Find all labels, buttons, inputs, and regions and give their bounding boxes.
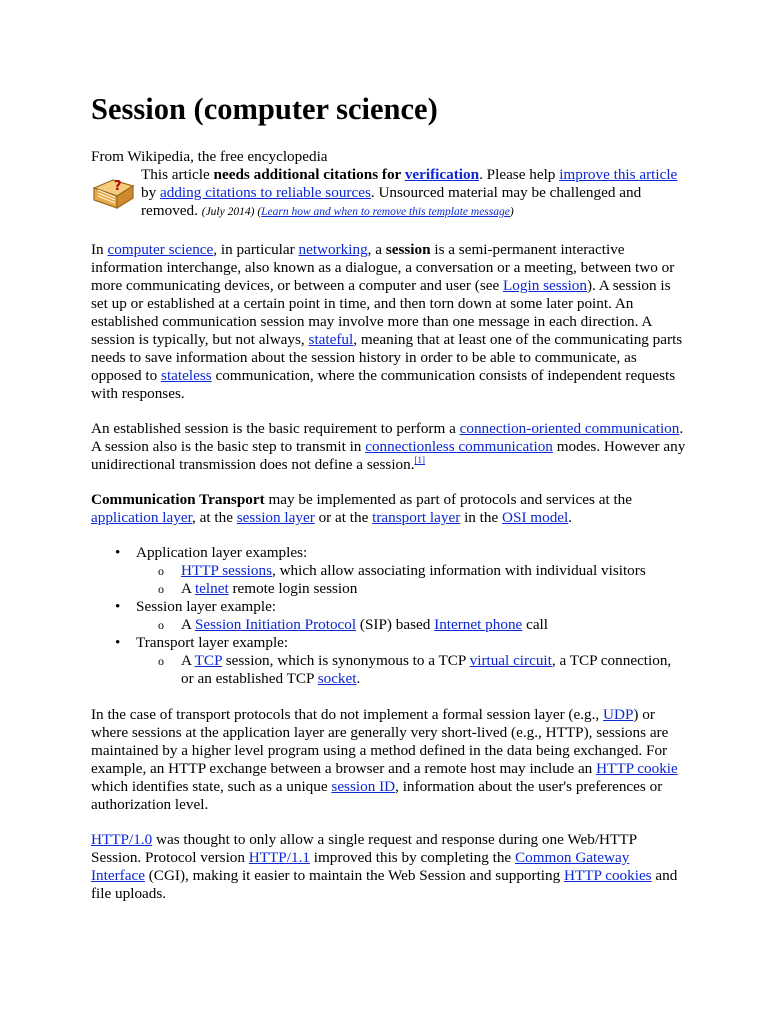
http-versions-paragraph: HTTP/1.0 was thought to only allow a single request and response during one Web/HTTP Session. Protocol version HTTP/1.1 improved this by completing the Common Gateway Interface (CGI), making it easier to maintain the Web Session and supporting HTTP cookies and file uploads. [91, 831, 678, 902]
virtual-circuit-link[interactable]: virtual circuit [469, 652, 552, 669]
transport-layer-link[interactable]: transport layer [372, 509, 461, 526]
list-item: o A TCP session, which is synonymous to a TCP virtual circuit, a TCP connection, or an established TCP socket. [136, 652, 686, 688]
list-item: • Application layer examples: o HTTP sessions, which allow associating information with individual visitors o A telnet remote login session [91, 544, 686, 598]
cgi-link[interactable]: Common Gateway Interface [91, 849, 630, 884]
computer-science-link[interactable]: computer science [107, 241, 214, 258]
stateful-link[interactable]: stateful [308, 331, 354, 348]
internet-phone-link[interactable]: Internet phone [434, 616, 523, 633]
http-1-1-link[interactable]: HTTP/1.1 [248, 849, 310, 866]
verification-link[interactable]: verification [404, 166, 480, 183]
list-item: • Session layer example: o A Session Initiation Protocol (SIP) based Internet phone call [91, 598, 686, 634]
sublist [136, 616, 686, 634]
telnet-link[interactable]: telnet [194, 580, 229, 597]
tcp-link[interactable]: TCP [194, 652, 222, 669]
book-question-icon [91, 172, 137, 214]
adding-citations-link[interactable]: adding citations to reliable sources [159, 184, 371, 201]
application-layer-link[interactable]: application layer [91, 509, 193, 526]
connection-oriented-link[interactable]: connection-oriented communication [459, 420, 680, 437]
connectionless-link[interactable]: connectionless communication [365, 438, 553, 455]
session-id-link[interactable]: session ID [331, 778, 396, 795]
notice-date: (July 2014) [201, 206, 255, 218]
notice-text: This article needs additional citations for verification. Please help improve this article by adding citations to reliable sources. Unsourced material may be challenged and removed. (July 2014) (Learn how and when to remove this template message) [141, 166, 678, 219]
page-title: Session (computer science) [91, 92, 438, 126]
sublist [136, 562, 686, 598]
networking-link[interactable]: networking [298, 241, 368, 258]
citation-notice [91, 166, 691, 226]
stateless-link[interactable]: stateless [161, 367, 212, 384]
improve-article-link[interactable]: improve this article [559, 166, 678, 183]
transport-paragraph: Communication Transport may be implemented as part of protocols and services at the application layer, at the session layer or at the transport layer in the OSI model. [91, 491, 633, 526]
list-item: • Transport layer example: o A TCP session, which is synonymous to a TCP virtual circuit, a TCP connection, or an established TCP socket. [91, 634, 686, 688]
requirement-paragraph: An established session is the basic requirement to perform a connection-oriented communication. A session also is the basic step to transmit in connectionless communication modes. However any unidirectional transmission does not define a session.[1] [91, 420, 686, 473]
http-cookies-link[interactable]: HTTP cookies [564, 867, 652, 884]
udp-link[interactable]: UDP [603, 706, 634, 723]
socket-link[interactable]: socket [317, 670, 357, 687]
list-item: o HTTP sessions, which allow associating information with individual visitors [136, 562, 686, 580]
http-1-0-link[interactable]: HTTP/1.0 [91, 831, 153, 848]
page-subtitle: From Wikipedia, the free encyclopedia [91, 148, 328, 165]
svg-text:?: ? [114, 179, 122, 194]
sip-link[interactable]: Session Initiation Protocol [194, 616, 357, 633]
osi-model-link[interactable]: OSI model [502, 509, 569, 526]
http-sessions-link[interactable]: HTTP sessions [181, 562, 272, 579]
layer-examples-list [91, 544, 686, 688]
reference-1-link[interactable]: [1] [414, 455, 426, 465]
list-item: o A Session Initiation Protocol (SIP) based Internet phone call [136, 616, 686, 634]
login-session-link[interactable]: Login session [503, 277, 587, 294]
http-cookie-link[interactable]: HTTP cookie [596, 760, 678, 777]
transport-protocols-paragraph: In the case of transport protocols that do not implement a formal session layer (e.g., UDP) or where sessions at the application layer are generally very short-lived (e.g., HTTP), sessions are maintained by a higher level program using a method defined in the data being exchanged. For example, an HTTP exchange between a browser and a remote host may include an HTTP cookie which identifies state, such as a unique session ID, information about the user's preferences or authorization level. [91, 706, 678, 813]
list-item: o A telnet remote login session [136, 580, 686, 598]
sublist [136, 652, 686, 688]
session-layer-link[interactable]: session layer [236, 509, 315, 526]
intro-paragraph: In computer science, in particular networking, a session is a semi-permanent interactive information interchange, also known as a dialogue, a conversation or a meeting, between two or more communicating devices, or between a computer and user (see Login session). A session is set up or established at a certain point in time, and then torn down at some later point. An established communication session may involve more than one message in each direction. A session is typically, but not always, stateful, meaning that at least one of the communicating parts needs to save information about the session history in order to be able to communicate, as opposed to stateless communication, where the communication consists of independent requests with responses. [91, 241, 683, 402]
learn-remove-link[interactable]: Learn how and when to remove this template message [261, 206, 510, 218]
